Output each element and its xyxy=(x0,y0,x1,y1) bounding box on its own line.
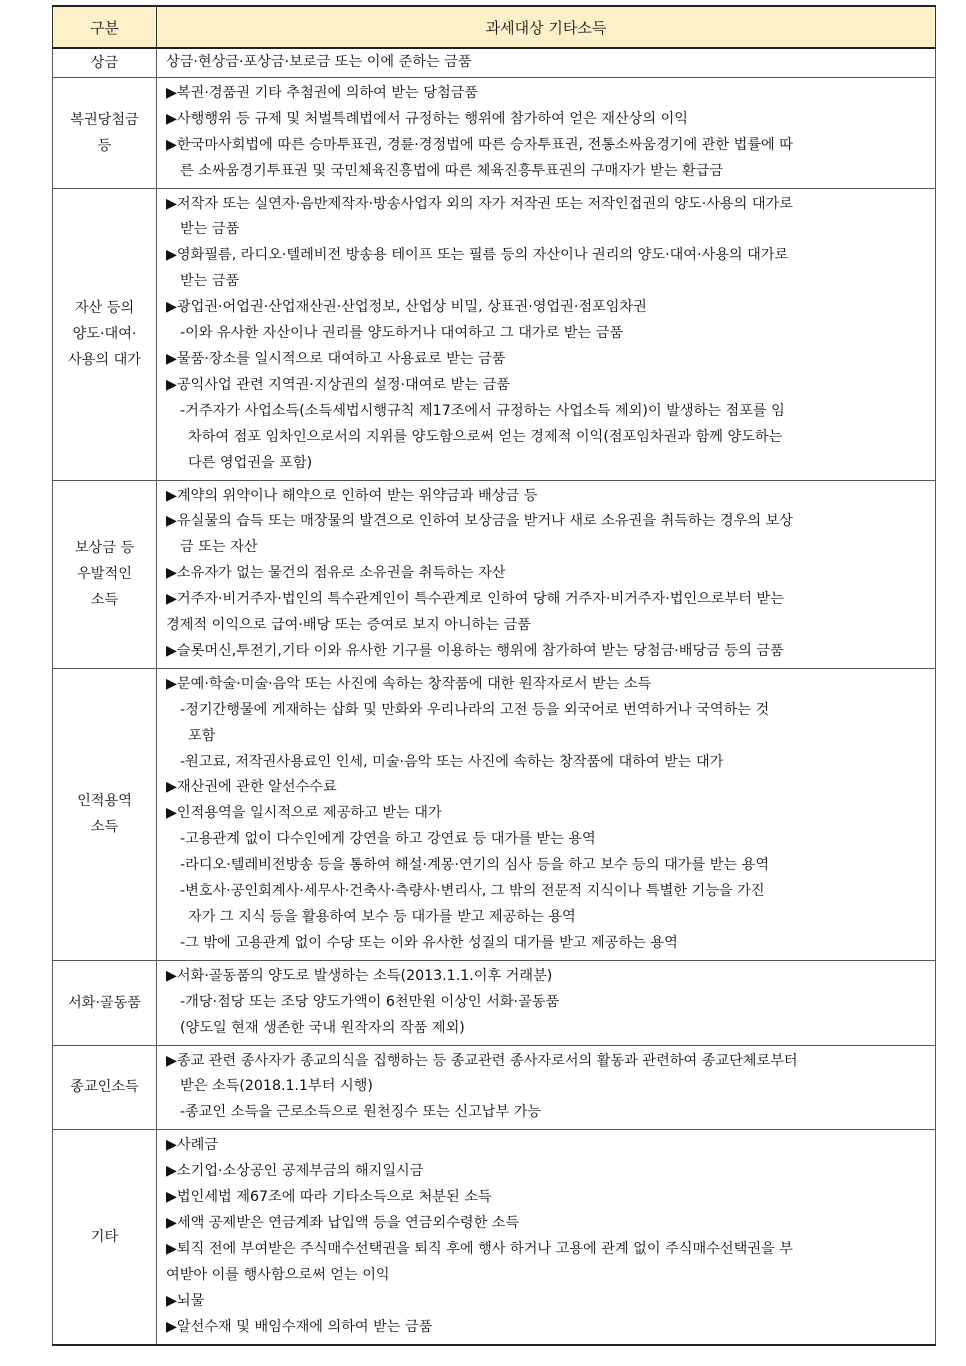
table-row-prize xyxy=(53,48,936,77)
category-cell: 서화·골동품 xyxy=(53,960,157,1045)
table-row-other xyxy=(53,1130,936,1345)
content-cell: ▶저작자 또는 실연자·음반제작자·방송사업자 외의 자가 저작권 또는 저작인접권의 양도·사용의 대가로 받는 금품 ▶영화필름, 라디오·텔레비전 방송용 테이프 또는 필름 등의 자산이나 권리의 양도·대여·사용의 대가로 받는 금품 ▶광업권·어업권·산업재산권·산업정보, 산업상 비밀, 상표권·영업권·점포임차권 -이와 유사한 자산이나 권리를 양도하거나 대여하고 그 대가로 받는 금품 ▶물품·장소를 일시적으로 대여하고 사용료로 받는 금품 ▶공익사업 관련 지역권·지상권의 설정·대여로 받는 금품 -거주자가 사업소득(소득세법시행규칙 제17조에서 규정하는 사업소득 제외)이 발생하는 점포를 임 차하여 점포 임차인으로서의 지위를 양도함으로써 얻는 경제적 이익(점포임차권과 함께 양도하는 다른 영업권을 포함) xyxy=(157,188,936,480)
content-cell: 상금·현상금·포상금·보로금 또는 이에 준하는 금품 xyxy=(157,48,936,77)
category-cell: 자산 등의 양도·대여· 사용의 대가 xyxy=(53,188,157,480)
category-cell: 기타 xyxy=(53,1130,157,1345)
category-cell: 종교인소득 xyxy=(53,1045,157,1130)
content-cell: ▶종교 관련 종사자가 종교의식을 집행하는 등 종교관련 종사자로서의 활동과 관련하여 종교단체로부터 받은 소득(2018.1.1부터 시행) -종교인 소득을 근로소득으로 원천징수 또는 신고납부 가능 xyxy=(157,1045,936,1130)
category-cell: 인적용역 소득 xyxy=(53,668,157,960)
table-row-artwork-antiques xyxy=(53,960,936,1045)
table-row-contingent-income xyxy=(53,480,936,668)
category-cell: 복권당첨금 등 xyxy=(53,77,157,188)
table-header-row xyxy=(53,6,936,48)
table-row-asset-use xyxy=(53,188,936,480)
content-cell: ▶사례금 ▶소기업·소상공인 공제부금의 해지일시금 ▶법인세법 제67조에 따라 기타소득으로 처분된 소득 ▶세액 공제받은 연금계좌 납입액 등을 연금외수령한 소득 ▶퇴직 전에 부여받은 주식매수선택권을 퇴직 후에 행사 하거나 고용에 관계 없이 주식매수선택권을 부 여받아 이를 행사함으로써 얻는 이익 ▶뇌물 ▶알선수재 및 배임수재에 의하여 받는 금품 xyxy=(157,1130,936,1345)
content-cell: ▶서화·골동품의 양도로 발생하는 소득(2013.1.1.이후 거래분) -개당·점당 또는 조당 양도가액이 6천만원 이상인 서화·골동품 (양도일 현재 생존한 국내 원작자의 작품 제외) xyxy=(157,960,936,1045)
content-cell: ▶문예·학술·미술·음악 또는 사진에 속하는 창작품에 대한 원작자로서 받는 소득 -정기간행물에 게재하는 삽화 및 만화와 우리나라의 고전 등을 외국어로 번역하거나 국역하는 것 포함 -원고료, 저작권사용료인 인세, 미술·음악 또는 사진에 속하는 창작품에 대하여 받는 대가 ▶재산권에 관한 알선수수료 ▶인적용역을 일시적으로 제공하고 받는 대가 -고용관계 없이 다수인에게 강연을 하고 강연료 등 대가를 받는 용역 -라디오·텔레비전방송 등을 통하여 해설·계몽·연기의 심사 등을 하고 보수 등의 대가를 받는 용역 -변호사·공인회계사·세무사·건축사·측량사·변리사, 그 밖의 전문적 지식이나 특별한 기능을 가진 자가 그 지식 등을 활용하여 보수 등 대가를 받고 제공하는 용역 -그 밖에 고용관계 없이 수당 또는 이와 유사한 성질의 대가를 받고 제공하는 용역 xyxy=(157,668,936,960)
content-cell: ▶계약의 위약이나 해약으로 인하여 받는 위약금과 배상금 등 ▶유실물의 습득 또는 매장물의 발견으로 인하여 보상금을 받거나 새로 소유권을 취득하는 경우의 보상 금 또는 자산 ▶소유자가 없는 물건의 점유로 소유권을 취득하는 자산 ▶거주자·비거주자·법인의 특수관계인이 특수관계로 인하여 당해 거주자·비거주자·법인으로부터 받는 경제적 이익으로 급여·배당 또는 증여로 보지 아니하는 금품 ▶슬롯머신,투전기,기타 이와 유사한 기구를 이용하는 행위에 참가하여 받는 당첨금·배당금 등의 금품 xyxy=(157,480,936,668)
header-taxable-other-income: 과세대상 기타소득 xyxy=(157,6,936,48)
table-row-personal-service xyxy=(53,668,936,960)
table-row-religious-income xyxy=(53,1045,936,1130)
document-page xyxy=(52,5,935,1346)
content-cell: ▶복권·경품권 기타 추첨권에 의하여 받는 당첨금품 ▶사행행위 등 규제 및 처벌특례법에서 규정하는 행위에 참가하여 얻은 재산상의 이익 ▶한국마사회법에 따른 승마투표권, 경륜·경정법에 따른 승자투표권, 전통소싸움경기에 관한 법률에 따 른 소싸움경기투표권 및 국민체육진흥법에 따른 체육진흥투표권의 구매자가 받는 환급금 xyxy=(157,77,936,188)
header-category: 구분 xyxy=(53,6,157,48)
other-income-table xyxy=(52,5,936,1346)
category-cell: 상금 xyxy=(53,48,157,77)
category-cell: 보상금 등 우발적인 소득 xyxy=(53,480,157,668)
table-row-lottery xyxy=(53,77,936,188)
